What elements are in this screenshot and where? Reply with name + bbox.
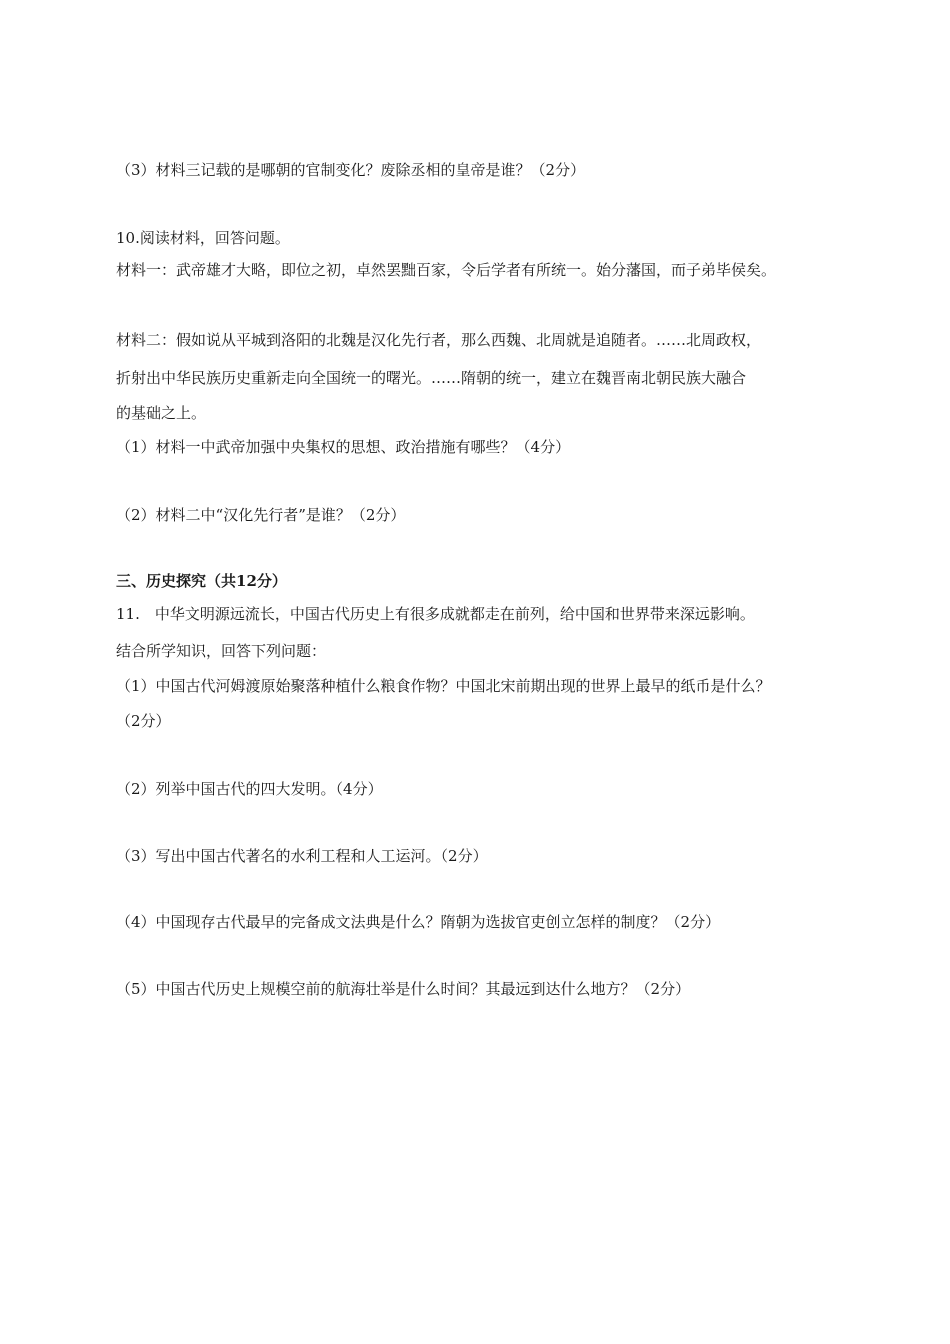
q9-sub3-question: （3）材料三记载的是哪朝的官制变化？废除丞相的皇帝是谁？（2分） [116,161,586,179]
q10-material2-line3: 的基础之上。 [116,404,207,422]
q11-sub4-question: （4）中国现存古代最早的完备成文法典是什么？隋朝为选拔官吏创立怎样的制度？（2分） [116,913,721,931]
q11-sub3-question: （3）写出中国古代著名的水利工程和人工运河。（2分） [116,847,488,865]
q11-intro-line2: 结合所学知识，回答下列问题： [116,642,327,660]
section3-heading: 三、历史探究（共12分） [116,572,287,590]
q11-intro-line1: 11. 中华文明源远流长，中国古代历史上有很多成就都走在前列，给中国和世界带来深远影响。 [116,605,755,623]
q10-material2-line1: 材料二：假如说从平城到洛阳的北魏是汉化先行者，那么西魏、北周就是追随者。……北周政权， [116,331,762,349]
q10-sub1-question: （1）材料一中武帝加强中央集权的思想、政治措施有哪些？（4分） [116,438,571,456]
q11-sub1-line1: （1）中国古代河姆渡原始聚落种植什么粮食作物？中国北宋前期出现的世界上最早的纸币是什么？ [116,677,771,695]
q11-sub1-line2: （2分） [116,712,171,730]
q10-material2-line2: 折射出中华民族历史重新走向全国统一的曙光。……隋朝的统一，建立在魏晋南北朝民族大融合 [116,369,747,387]
q10-title: 10.阅读材料，回答问题。 [116,229,290,247]
q10-sub2-question: （2）材料二中“汉化先行者”是谁？（2分） [116,506,406,524]
q11-sub2-question: （2）列举中国古代的四大发明。（4分） [116,780,383,798]
q10-material1: 材料一：武帝雄才大略，即位之初，卓然罢黜百家，令后学者有所统一。始分藩国，而子弟毕侯矣。 [116,261,777,279]
q11-sub5-question: （5）中国古代历史上规模空前的航海壮举是什么时间？其最远到达什么地方？（2分） [116,980,691,998]
